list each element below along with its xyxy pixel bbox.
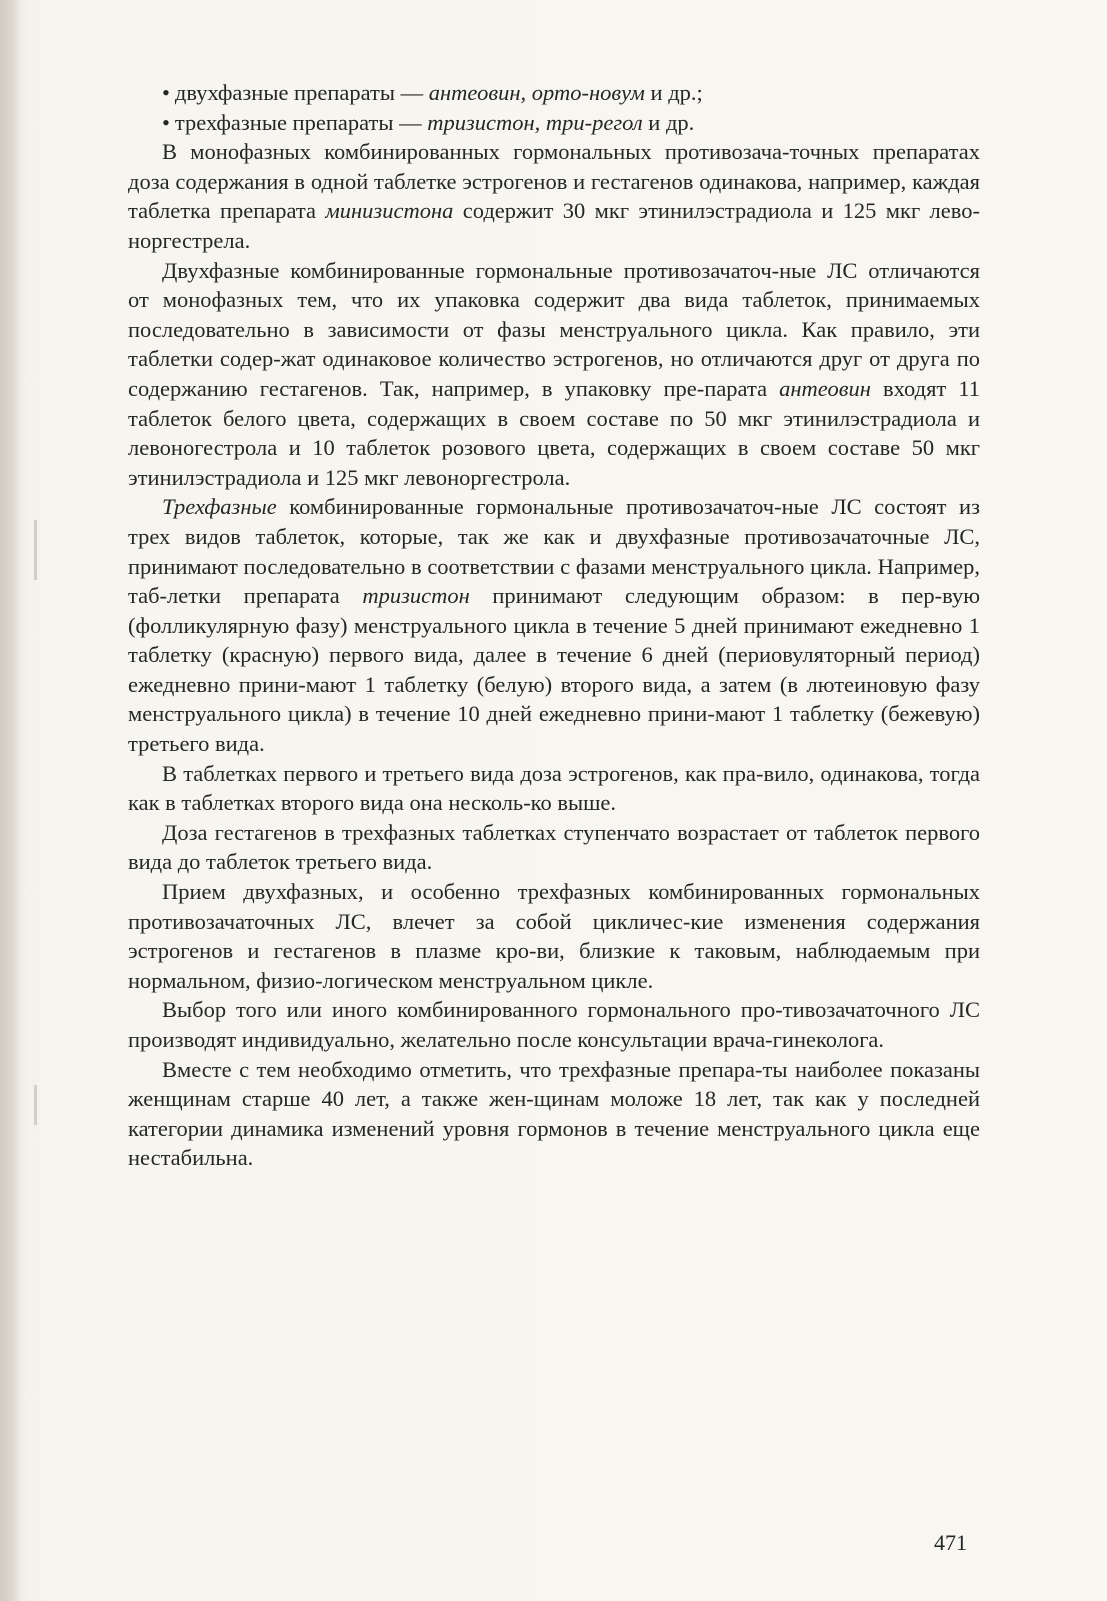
- paragraph-estrogen-dose: В таблетках первого и третьего вида доза эстрогенов, как пра-вило, одинакова, тогда как в таблетках второго вида она несколь-ко выше.: [128, 760, 980, 816]
- bullet-text: трехфазные препараты —: [174, 109, 428, 135]
- paragraph-text: комбинированные гормональные противозачаточ-ные ЛС состоят из трех видов таблеток, которые, так же как и двухфазные противозачаточные ЛС, принимают последовательно в соответствии с фазами менструального цикла. Например, таб-летки препарата: [128, 494, 980, 609]
- paragraph-text: В монофазных комбинированных гормональных противозача-точных препаратах доза содержания в одной таблетке эстрогенов и гестагенов одинакова, например, каждая таблетка препарата: [128, 139, 980, 224]
- paragraph-monophasic: [128, 137, 980, 255]
- spine-mark: [34, 520, 37, 580]
- spine-mark: [34, 1085, 37, 1125]
- term-triphasic: Трехфазные: [162, 494, 277, 520]
- paragraph-biphasic: [128, 256, 980, 493]
- bullet-text: двухфазные препараты —: [174, 80, 429, 105]
- bullet-icon: •: [162, 109, 170, 135]
- paragraph-triphasic: [128, 492, 980, 758]
- body-text: [128, 78, 980, 1173]
- drug-name: минизистона: [325, 198, 454, 224]
- drug-name: антеовин: [779, 375, 871, 401]
- paragraph-text: Двухфазные комбинированные гормональные противозачаточ-ные ЛС отличаются от монофазных тем, что их упаковка содержит два вида таблеток, принимаемых последовательно в зависимости от фазы менструального цикла. Как правило, эти таблетки содер-жат одинаковое количество эстрогенов, но отличаются друг от друга по содержанию гестагенов. Так, например, в упаковку пре-парата: [128, 257, 980, 401]
- paragraph-gestagen-dose: Доза гестагенов в трехфазных таблетках ступенчато возрастает от таблеток первого вида до таблеток третьего вида.: [128, 819, 980, 875]
- drug-name: тризистон: [362, 583, 470, 609]
- book-spine-shadow: [0, 0, 22, 1601]
- drug-names: тризистон, три-регол: [427, 109, 643, 135]
- paragraph-text-tail: входят 11 таблеток белого цвета, содержащих в своем составе по 50 мкг этинилэстрадиола и левоногестрола и 10 таблеток розового цвета, содержащих в своем составе 50 мкг этинилэстрадиола и 125 мкг левоноргестрола.: [128, 375, 980, 490]
- paragraph-text-tail: содержит 30 мкг этинилэстрадиола и 125 мкг лево-норгестрела.: [128, 198, 980, 253]
- drug-names: антеовин, орто-новум: [428, 80, 645, 105]
- paragraph-indications: Вместе с тем необходимо отметить, что трехфазные препара-ты наиболее показаны женщинам старше 40 лет, а также жен-щинам моложе 18 лет, так как у последней категории динамика изменений уровня гормонов в течение менструального цикла еще нестабильна.: [128, 1056, 980, 1171]
- page-number: 471: [934, 1530, 967, 1555]
- paragraph-text-tail: принимают следующим образом: в пер-вую (фолликулярную фазу) менструального цикла в течение 5 дней принимают ежедневно 1 таблетку (красную) первого вида, далее в течение 6 дней (периовуляторный период) ежедневно прини-мают 1 таблетку (белую) второго вида, а затем (в лютеиновую фазу менструального цикла) в течение 10 дней ежедневно прини-мают 1 таблетку (бежевую) третьего вида.: [128, 583, 981, 757]
- bullet-text-tail: и др.: [642, 109, 695, 135]
- bullet-icon: •: [162, 80, 170, 105]
- paragraph-selection: Выбор того или иного комбинированного гормонального про-тивозачаточного ЛС производят индивидуально, желательно после консультации врача-гинеколога.: [128, 997, 980, 1052]
- bullet-item-biphasic: [128, 78, 980, 108]
- bullet-text-tail: и др.;: [644, 80, 703, 105]
- bullet-item-triphasic: [128, 108, 980, 138]
- paragraph-cyclic-changes: Прием двухфазных, и особенно трехфазных комбинированных гормональных противозачаточных ЛС, влечет за собой цикличес-кие изменения содержания эстрогенов и гестагенов в плазме кро-ви, близкие к таковым, наблюдаемым при нормальном, физио-логическом менструальном цикле.: [128, 879, 980, 993]
